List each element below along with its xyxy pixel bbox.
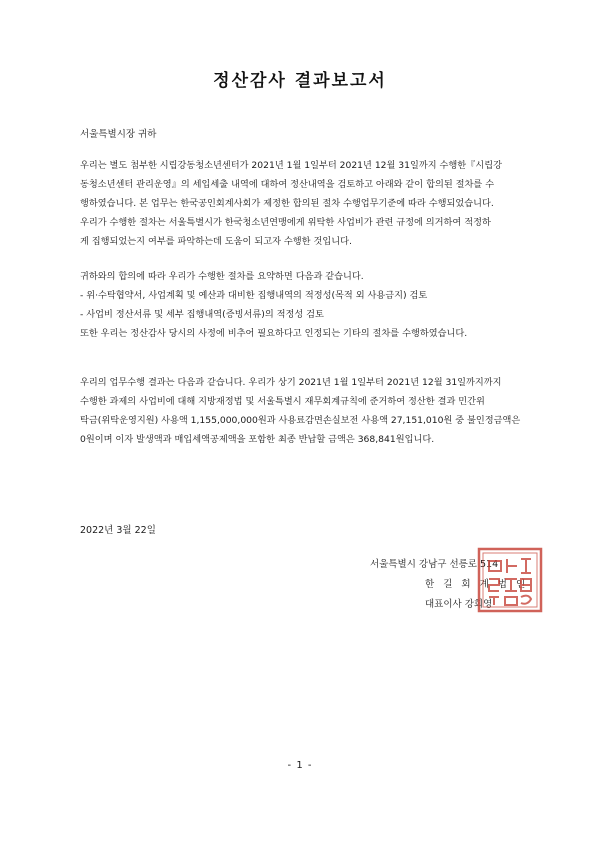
- paragraph-line: - 사업비 정산서류 및 세부 집행내역(증빙서류)의 적정성 검토: [80, 309, 324, 320]
- paragraph-line: 수행한 과제의 사업비에 대해 지방재정법 및 서울특별시 재무회계규칙에 준거하여 정산한 결과 민간위: [80, 396, 485, 407]
- paragraph-line: 0원이며 이자 발생액과 매입세액공제액을 포함한 최종 반납할 금액은 368,841원입니다.: [80, 434, 435, 445]
- paragraph-results: [80, 373, 530, 449]
- signature-address: 서울특별시 강남구 선릉로 514: [370, 559, 499, 570]
- signature-representative: 대표이사 강희영: [425, 599, 493, 610]
- paragraph-line: 동청소년센터 관리운영』의 세입세출 내역에 대하여 정산내역을 검토하고 아래와 같이 합의된 절차를 수: [80, 179, 495, 190]
- paragraph-line: 우리가 수행한 절차는 서울특별시가 한국청소년연맹에게 위탁한 사업비가 관련 규정에 의거하여 적정하: [80, 217, 491, 228]
- paragraph-line: 귀하와의 합의에 따라 우리가 수행한 절차를 요약하면 다음과 같습니다.: [80, 271, 364, 282]
- paragraph-line: 우리는 별도 첨부한 시립강동청소년센터가 2021년 1월 1일부터 2021년 12월 31일까지 수행한『시립강: [80, 160, 502, 171]
- paragraph-line: 또한 우리는 정산감사 당시의 사정에 비추어 필요하다고 인정되는 기타의 절차를 수행하였습니다.: [80, 328, 468, 339]
- paragraph-line: 게 집행되었는지 여부를 파악하는데 도움이 되고자 수행한 것입니다.: [80, 236, 352, 247]
- paragraph-line: 우리의 업무수행 결과는 다음과 같습니다. 우리가 상기 2021년 1월 1일부터 2021년 12월 31일까지까지: [80, 377, 502, 388]
- document-title: 정산감사 결과보고서: [213, 71, 387, 91]
- paragraph-intro: [80, 156, 530, 251]
- paragraph-line: 행하였습니다. 본 업무는 한국공인회계사회가 제정한 합의된 절차 수행업무기준에 따라 수행되었습니다.: [80, 198, 494, 209]
- page-number: - 1 -: [287, 760, 313, 771]
- document-date: 2022년 3월 22일: [80, 525, 156, 536]
- paragraph-line: 탁금(위탁운영지원) 사용액 1,155,000,000원과 사용료감면손실보전 사용액 27,151,010원 중 불인정금액은: [80, 415, 521, 426]
- company-seal-stamp: [477, 547, 543, 613]
- paragraph-line: - 위·수탁협약서, 사업계획 및 예산과 대비한 집행내역의 적정성(목적 외 사용금지) 검토: [80, 290, 428, 301]
- paragraph-procedures: [80, 267, 530, 343]
- signature-firm: 한 길 회 계 법 인: [425, 579, 529, 590]
- addressee: 서울특별시장 귀하: [80, 129, 157, 140]
